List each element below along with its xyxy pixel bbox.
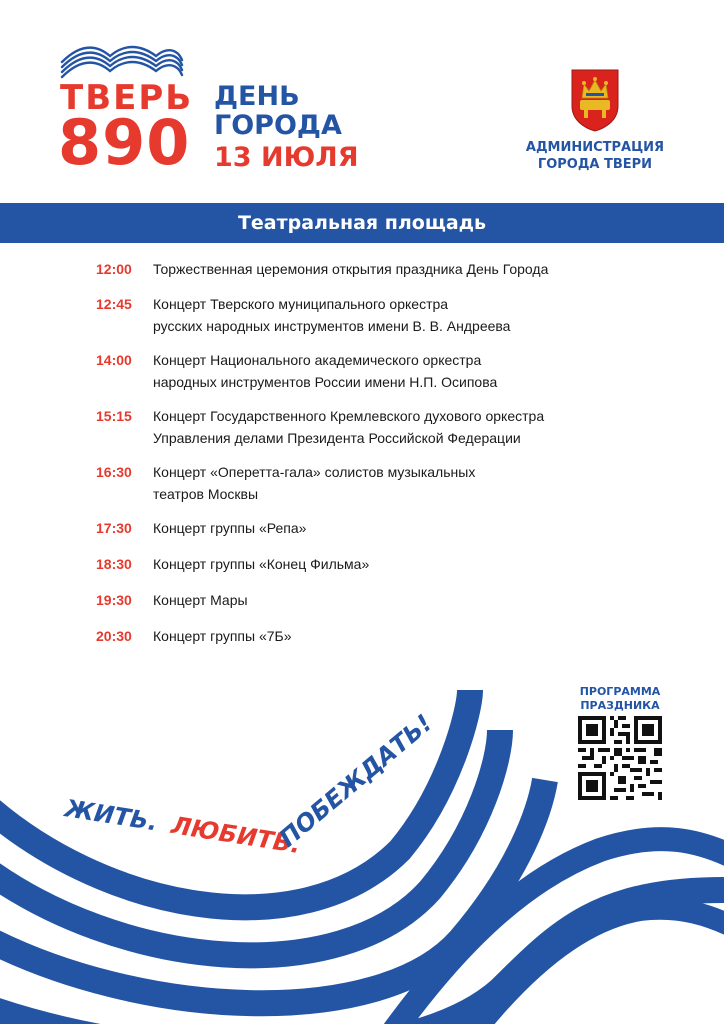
event-time: 17:30 xyxy=(96,520,132,536)
waves-icon xyxy=(60,40,184,80)
admin-name xyxy=(520,139,670,173)
event-time: 20:30 xyxy=(96,628,132,644)
event-time: 15:15 xyxy=(96,408,132,424)
event-description xyxy=(153,293,693,337)
venue-band xyxy=(0,203,724,243)
event-time: 12:00 xyxy=(96,261,132,277)
city-day-heading xyxy=(214,82,358,173)
event-description xyxy=(153,405,693,449)
event-time: 14:00 xyxy=(96,352,132,368)
event-line: Концерт Тверского муниципального оркестра xyxy=(153,296,449,312)
svg-text:ЖИТЬ. ЛЮБИТЬ. xyxy=(61,794,302,859)
event-line: Управления делами Президента Российской Федерации xyxy=(153,430,521,446)
event-description xyxy=(153,553,693,575)
event-description xyxy=(153,461,693,505)
slogan xyxy=(60,700,460,900)
event-line: Концерт Национального академического оркестра xyxy=(153,352,482,368)
event-line: русских народных инструментов имени В. В. Андреева xyxy=(153,318,511,334)
admin-line1: АДМИНИСТРАЦИЯ xyxy=(525,140,665,155)
qr-caption xyxy=(574,685,666,713)
qr-caption-line1: ПРОГРАММА xyxy=(579,685,661,698)
event-description xyxy=(153,589,693,611)
event-time: 19:30 xyxy=(96,592,132,608)
event-line: народных инструментов России имени Н.П. Осипова xyxy=(153,374,498,390)
event-time: 12:45 xyxy=(96,296,132,312)
logo-anniversary: 890 xyxy=(58,106,191,179)
qr-caption-line2: ПРАЗДНИКА xyxy=(580,699,660,712)
event-line: Торжественная церемония открытия праздника День Города xyxy=(153,261,549,277)
city-day-line2: ГОРОДА xyxy=(214,110,342,141)
event-line: Концерт группы «7Б» xyxy=(153,628,292,644)
event-line: театров Москвы xyxy=(153,486,259,502)
event-description xyxy=(153,517,693,539)
venue-title: Театральная площадь xyxy=(237,212,487,234)
slogan-love: ЛЮБИТЬ. xyxy=(169,811,303,860)
admin-line2: ГОРОДА ТВЕРИ xyxy=(537,157,653,172)
event-line: Концерт Государственного Кремлевского духового оркестра xyxy=(153,408,545,424)
city-day-line1: ДЕНЬ xyxy=(214,81,300,112)
event-description xyxy=(153,349,693,393)
event-line: Концерт «Оперетта-гала» солистов музыкальных xyxy=(153,464,476,480)
event-line: Концерт группы «Конец Фильма» xyxy=(153,556,370,572)
event-line: Концерт Мары xyxy=(153,592,248,608)
event-time: 18:30 xyxy=(96,556,132,572)
city-day-date: 13 ИЮЛЯ xyxy=(214,142,359,173)
qr-code-icon[interactable] xyxy=(578,716,662,800)
slogan-live: ЖИТЬ. xyxy=(63,794,160,837)
event-description xyxy=(153,258,693,280)
event-description xyxy=(153,625,693,647)
event-line: Концерт группы «Репа» xyxy=(153,520,307,536)
coat-of-arms-icon xyxy=(570,68,620,132)
event-time: 16:30 xyxy=(96,464,132,480)
logo-city: ТВЕРЬ xyxy=(60,78,194,118)
slogan-win: ПОБЕЖДАТЬ! xyxy=(273,708,438,853)
